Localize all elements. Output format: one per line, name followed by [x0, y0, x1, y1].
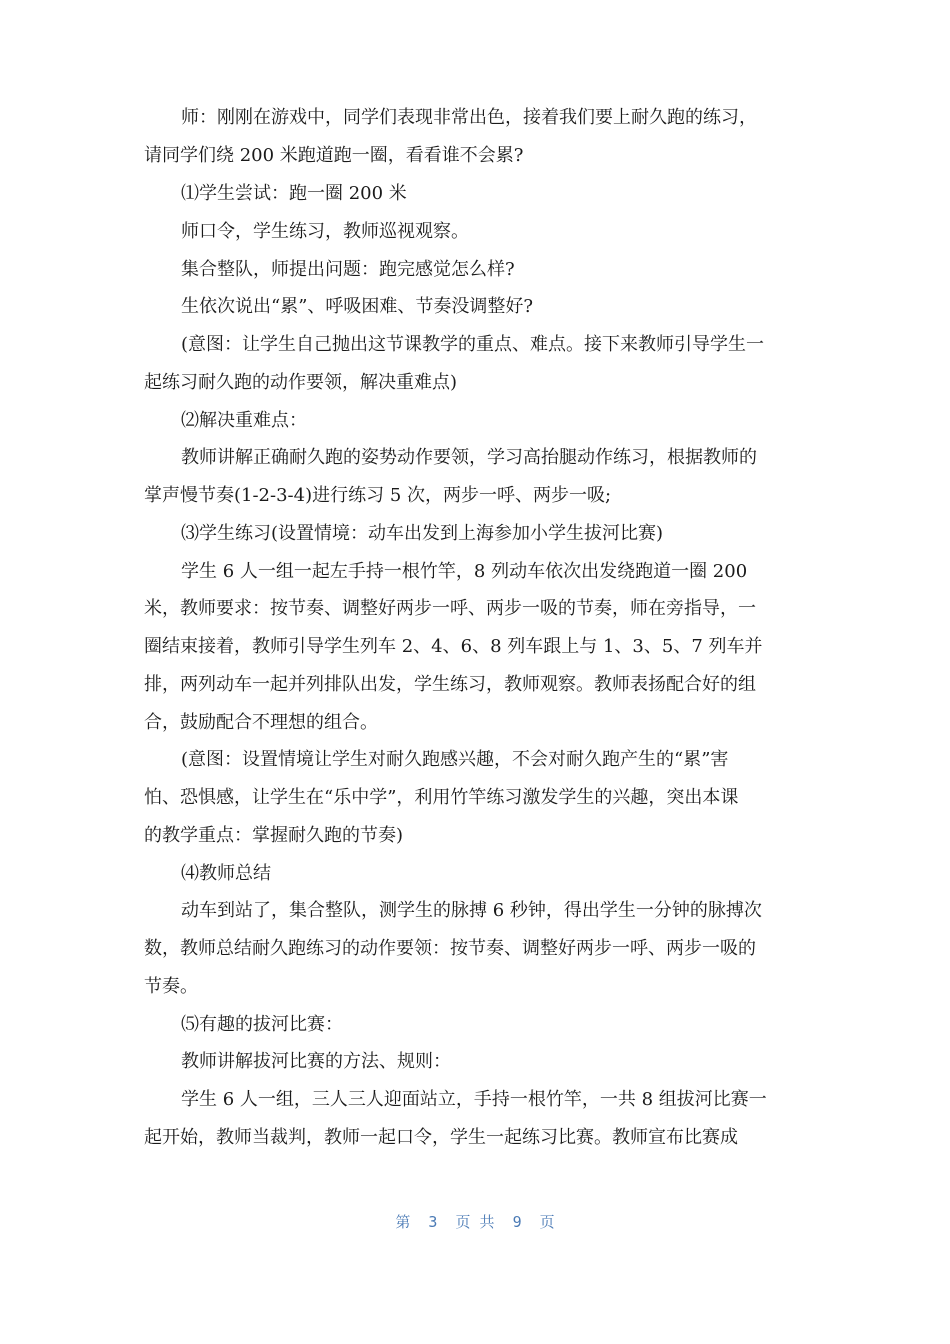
text-line: 排，两列动车一起并列排队出发，学生练习，教师观察。教师表扬配合好的组 [144, 674, 756, 695]
text-line: 集合整队，师提出问题：跑完感觉怎么样? [181, 259, 515, 280]
text-line: 师口令，学生练习，教师巡视观察。 [181, 221, 469, 242]
text-line: 数，教师总结耐久跑练习的动作要领：按节奏、调整好两步一呼、两步一吸的 [144, 938, 756, 959]
text-line: 教师讲解正确耐久跑的姿势动作要领，学习高抬腿动作练习，根据教师的 [181, 447, 757, 468]
text-line: 动车到站了，集合整队，测学生的脉搏 6 秒钟，得出学生一分钟的脉搏次 [181, 900, 762, 921]
text-line: ⑶学生练习(设置情境：动车出发到上海参加小学生拔河比赛) [181, 523, 664, 544]
text-line: ⑵解决重难点： [181, 410, 307, 431]
page-number-footer: 第 3 页 共 9 页 [395, 1213, 555, 1231]
text-line: ⑴学生尝试：跑一圈 200 米 [181, 183, 407, 204]
text-line: 的教学重点：掌握耐久跑的节奏) [144, 825, 404, 846]
text-line: 米，教师要求：按节奏、调整好两步一呼、两步一吸的节奏，师在旁指导，一 [144, 598, 756, 619]
text-line: 掌声慢节奏(1-2-3-4)进行练习 5 次，两步一呼、两步一吸; [144, 485, 612, 506]
text-line: 请同学们绕 200 米跑道跑一圈，看看谁不会累? [144, 145, 524, 166]
text-line: 学生 6 人一组，三人三人迎面站立，手持一根竹竿，一共 8 组拔河比赛一 [181, 1089, 767, 1110]
text-line: 圈结束接着，教师引导学生列车 2、4、6、8 列车跟上与 1、3、5、7 列车并 [144, 636, 763, 657]
text-line: 怕、恐惧感，让学生在“乐中学”，利用竹竿练习激发学生的兴趣，突出本课 [144, 787, 739, 808]
text-line: 节奏。 [144, 976, 198, 997]
text-line: 起练习耐久跑的动作要领，解决重难点) [144, 372, 458, 393]
text-line: (意图：让学生自己抛出这节课教学的重点、难点。接下来教师引导学生一 [181, 334, 765, 355]
text-line: 起开始，教师当裁判，教师一起口令，学生一起练习比赛。教师宣布比赛成 [144, 1127, 738, 1148]
text-line: 教师讲解拔河比赛的方法、规则： [181, 1051, 451, 1072]
text-line: ⑸有趣的拔河比赛： [181, 1014, 343, 1035]
text-line: 学生 6 人一组一起左手持一根竹竿，8 列动车依次出发绕跑道一圈 200 [181, 561, 748, 582]
text-line: ⑷教师总结 [181, 863, 271, 884]
text-line: (意图：设置情境让学生对耐久跑感兴趣，不会对耐久跑产生的“累”害 [181, 749, 729, 770]
text-line: 师：刚刚在游戏中，同学们表现非常出色，接着我们要上耐久跑的练习， [181, 107, 757, 128]
text-line: 合，鼓励配合不理想的组合。 [144, 712, 378, 733]
text-line: 生依次说出“累”、呼吸困难、节奏没调整好? [181, 296, 534, 317]
